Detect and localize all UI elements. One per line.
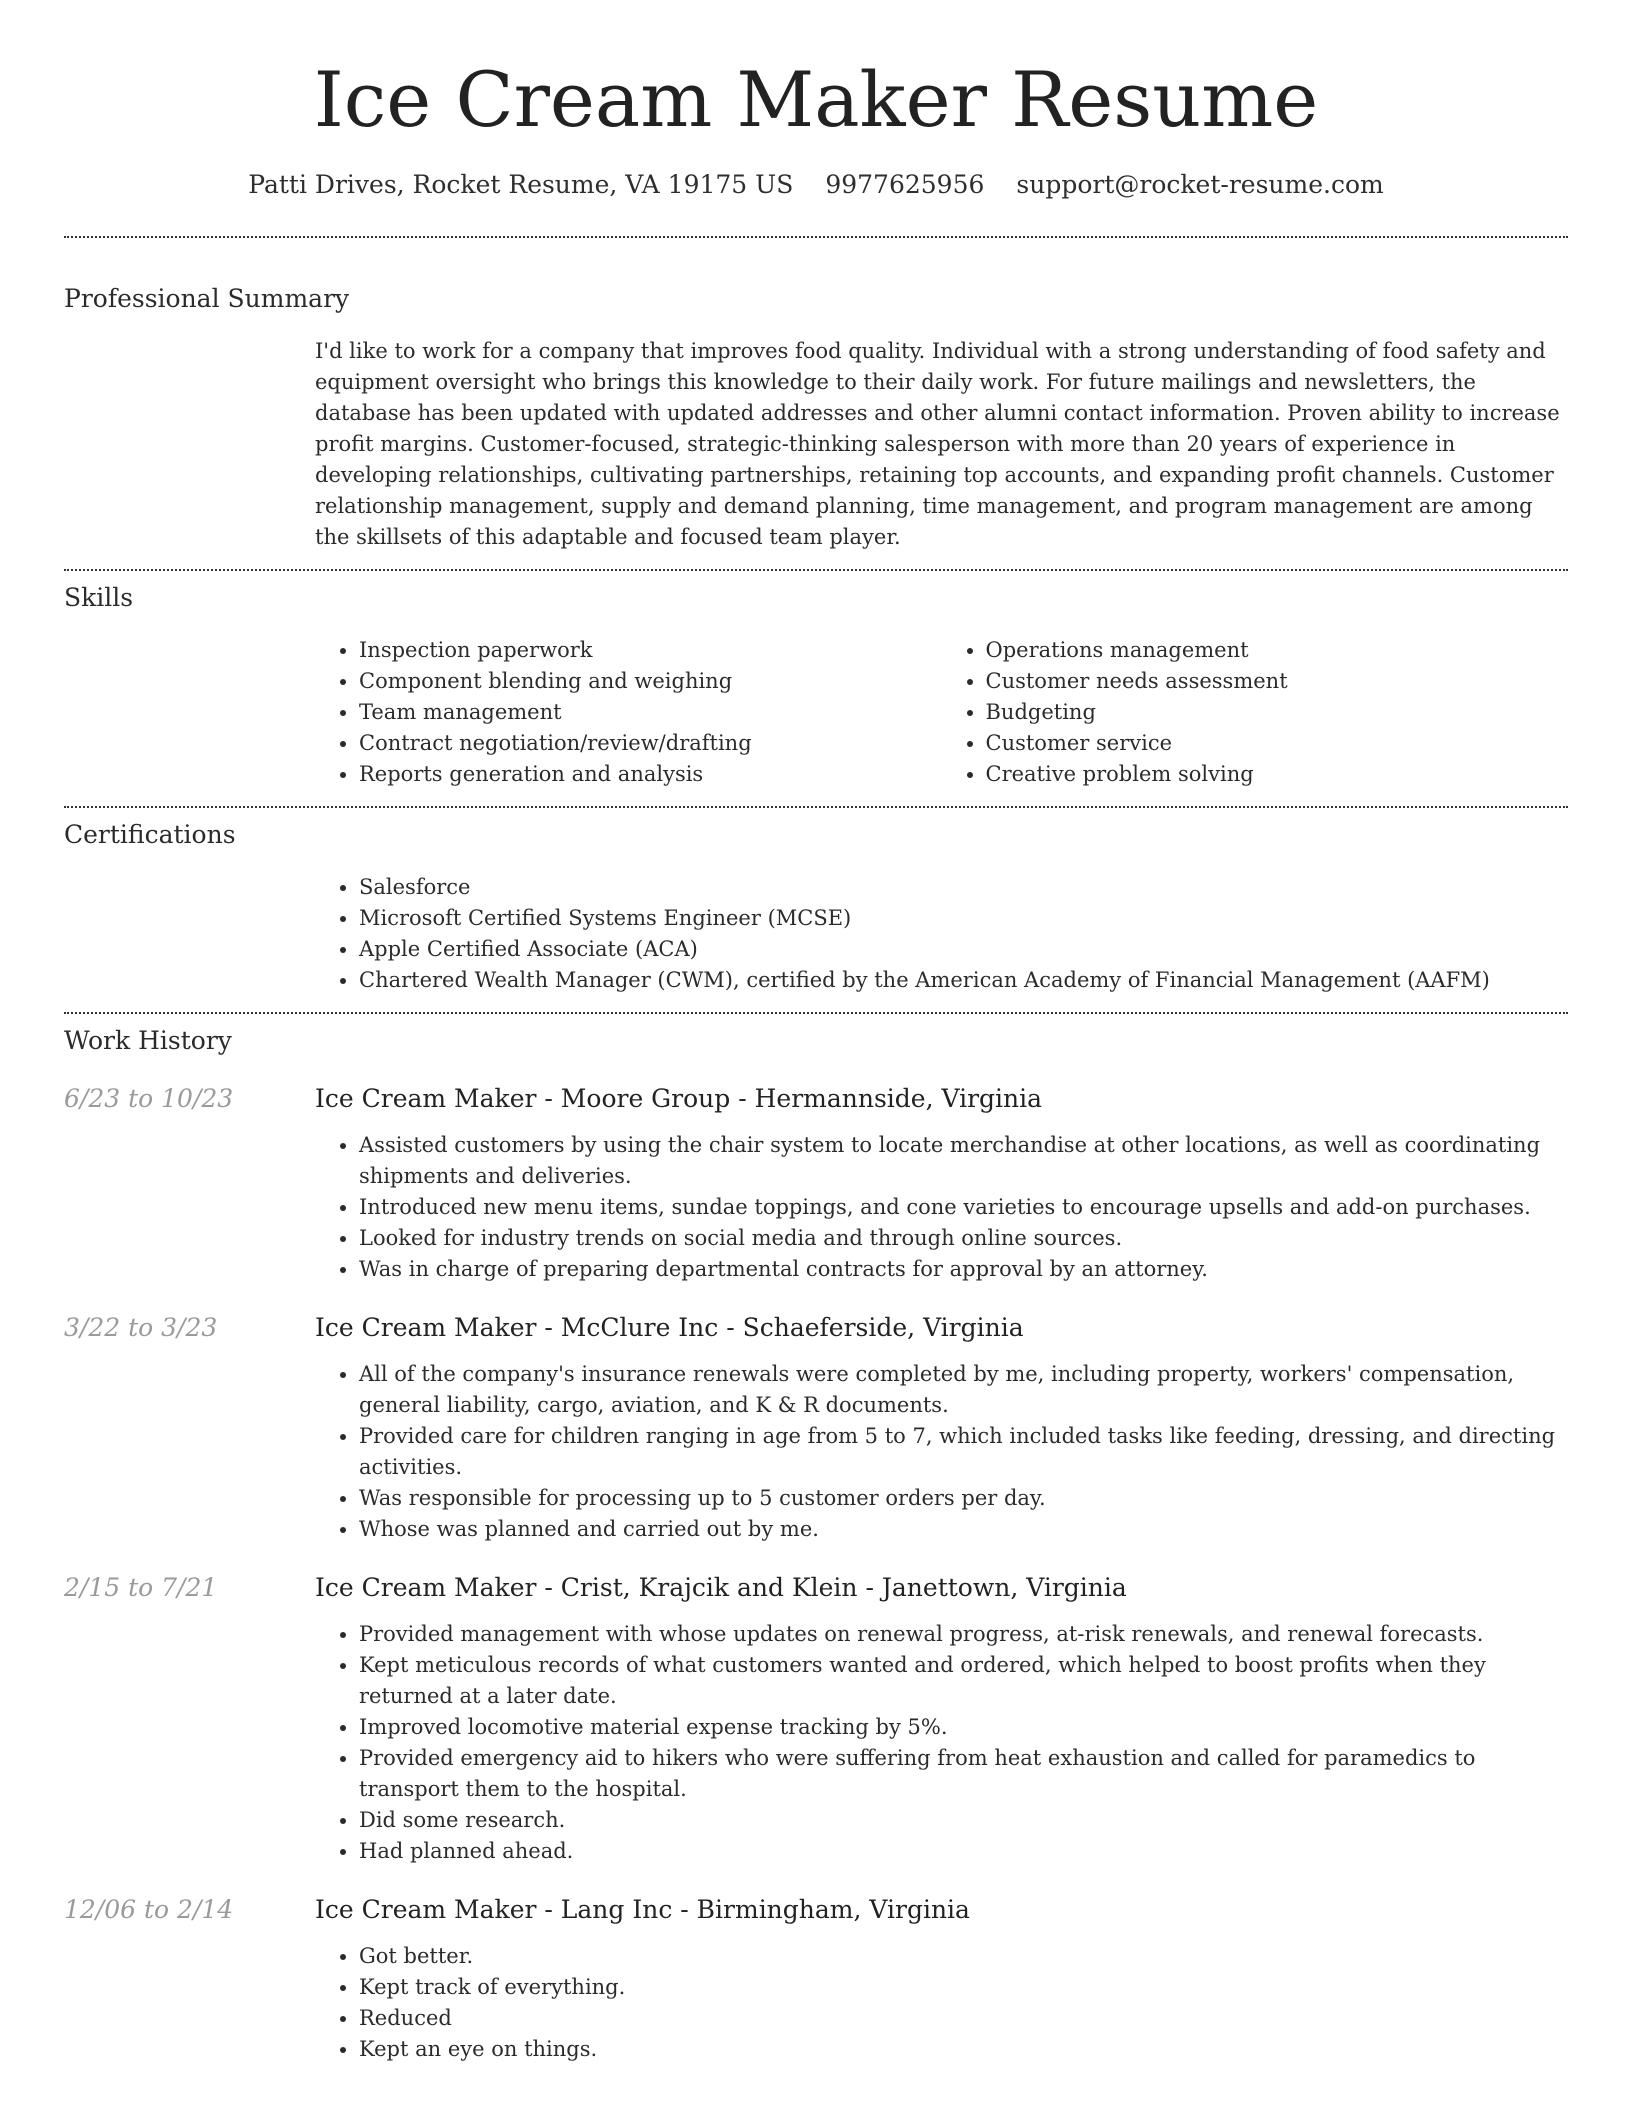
page-title: Ice Cream Maker Resume bbox=[313, 55, 1319, 144]
job-entry bbox=[64, 1893, 1568, 2065]
list-item: • Provided care for children ranging in age from 5 to 7, which included tasks like feeding, dressing, and directing activities. bbox=[359, 1421, 1568, 1483]
list-item: • Operations management bbox=[986, 635, 1569, 666]
list-item: • Component blending and weighing bbox=[359, 666, 942, 697]
list-item: • Creative problem solving bbox=[986, 759, 1569, 790]
list-item: • Provided management with whose updates on renewal progress, at-risk renewals, and renewal forecasts. bbox=[359, 1619, 1568, 1650]
job-title: Ice Cream Maker - Moore Group - Hermannside, Virginia bbox=[315, 1084, 1043, 1113]
list-item: • Customer needs assessment bbox=[986, 666, 1569, 697]
list-item: • Had planned ahead. bbox=[359, 1836, 1568, 1867]
list-item: • Improved locomotive material expense tracking by 5%. bbox=[359, 1712, 1568, 1743]
list-item: • Inspection paperwork bbox=[359, 635, 942, 666]
list-item: • Whose was planned and carried out by me. bbox=[359, 1514, 1568, 1545]
job-entry bbox=[64, 1082, 1568, 1285]
list-item: • Team management bbox=[359, 697, 942, 728]
list-item: • Provided emergency aid to hikers who were suffering from heat exhaustion and called for paramedics to transport them to the hospital. bbox=[359, 1743, 1568, 1805]
job-entry bbox=[64, 1311, 1568, 1545]
list-item: • Salesforce bbox=[359, 872, 1568, 903]
divider bbox=[64, 569, 1568, 571]
job-title: Ice Cream Maker - McClure Inc - Schaeferside, Virginia bbox=[315, 1313, 1024, 1342]
list-item: • Looked for industry trends on social media and through online sources. bbox=[359, 1223, 1568, 1254]
job-bullets bbox=[315, 1130, 1568, 1285]
list-item: • All of the company's insurance renewals were completed by me, including property, workers' compensation, general liability, cargo, aviation, and K & R documents. bbox=[359, 1359, 1568, 1421]
divider bbox=[64, 236, 1568, 238]
contact-email: support@rocket-resume.com bbox=[1016, 170, 1384, 199]
list-item: • Did some research. bbox=[359, 1805, 1568, 1836]
list-item: • Was in charge of preparing departmental contracts for approval by an attorney. bbox=[359, 1254, 1568, 1285]
divider bbox=[64, 806, 1568, 808]
job-dates: 6/23 to 10/23 bbox=[64, 1084, 234, 1113]
section-title-work-history: Work History bbox=[64, 1026, 232, 1055]
list-item: • Budgeting bbox=[986, 697, 1569, 728]
job-entry bbox=[64, 1571, 1568, 1867]
list-item: • Kept track of everything. bbox=[359, 1972, 1568, 2003]
list-item: • Reduced bbox=[359, 2003, 1568, 2034]
work-history-list bbox=[64, 1082, 1568, 2065]
list-item: • Chartered Wealth Manager (CWM), certified by the American Academy of Financial Management (AAFM) bbox=[359, 965, 1568, 996]
skills-column-left bbox=[315, 635, 942, 790]
job-dates: 12/06 to 2/14 bbox=[64, 1895, 234, 1924]
skills-list bbox=[315, 635, 1568, 790]
skills-column-right bbox=[942, 635, 1569, 790]
certifications-list bbox=[315, 872, 1568, 996]
job-bullets bbox=[315, 1359, 1568, 1545]
job-bullets bbox=[315, 1619, 1568, 1867]
divider bbox=[64, 1012, 1568, 1014]
contact-address: Patti Drives, Rocket Resume, VA 19175 US bbox=[248, 170, 794, 199]
job-title: Ice Cream Maker - Lang Inc - Birmingham, Virginia bbox=[315, 1895, 970, 1924]
list-item: • Microsoft Certified Systems Engineer (MCSE) bbox=[359, 903, 1568, 934]
job-dates: 2/15 to 7/21 bbox=[64, 1573, 218, 1602]
list-item: • Kept an eye on things. bbox=[359, 2034, 1568, 2065]
job-bullets bbox=[315, 1941, 1568, 2065]
list-item: • Introduced new menu items, sundae toppings, and cone varieties to encourage upsells and add-on purchases. bbox=[359, 1192, 1568, 1223]
job-title: Ice Cream Maker - Crist, Krajcik and Klein - Janettown, Virginia bbox=[315, 1573, 1127, 1602]
summary-text: I'd like to work for a company that improves food quality. Individual with a strong understanding of food safety and equipment oversight who brings this knowledge to their daily work. For future mailings and newsletters, the database has been updated with updated addresses and other alumni contact information. Proven ability to increase profit margins. Customer-focused, strategic-thinking salesperson with more than 20 years of experience in developing relationships, cultivating partnerships, retaining top accounts, and expanding profit channels. Customer relationship management, supply and demand planning, time management, and program management are among the skillsets of this adaptable and focused team player. bbox=[315, 339, 1560, 549]
list-item: • Was responsible for processing up to 5 customer orders per day. bbox=[359, 1483, 1568, 1514]
contact-phone: 9977625956 bbox=[825, 170, 985, 199]
list-item: • Got better. bbox=[359, 1941, 1568, 1972]
list-item: • Assisted customers by using the chair system to locate merchandise at other locations, as well as coordinating shipments and deliveries. bbox=[359, 1130, 1568, 1192]
list-item: • Contract negotiation/review/drafting bbox=[359, 728, 942, 759]
section-title-skills: Skills bbox=[64, 583, 134, 612]
section-title-certifications: Certifications bbox=[64, 820, 236, 849]
list-item: • Apple Certified Associate (ACA) bbox=[359, 934, 1568, 965]
list-item: • Kept meticulous records of what customers wanted and ordered, which helped to boost profits when they returned at a later date. bbox=[359, 1650, 1568, 1712]
section-title-summary: Professional Summary bbox=[64, 284, 350, 313]
list-item: • Reports generation and analysis bbox=[359, 759, 942, 790]
job-dates: 3/22 to 3/23 bbox=[64, 1313, 218, 1342]
list-item: • Customer service bbox=[986, 728, 1569, 759]
contact-info bbox=[64, 168, 1568, 202]
